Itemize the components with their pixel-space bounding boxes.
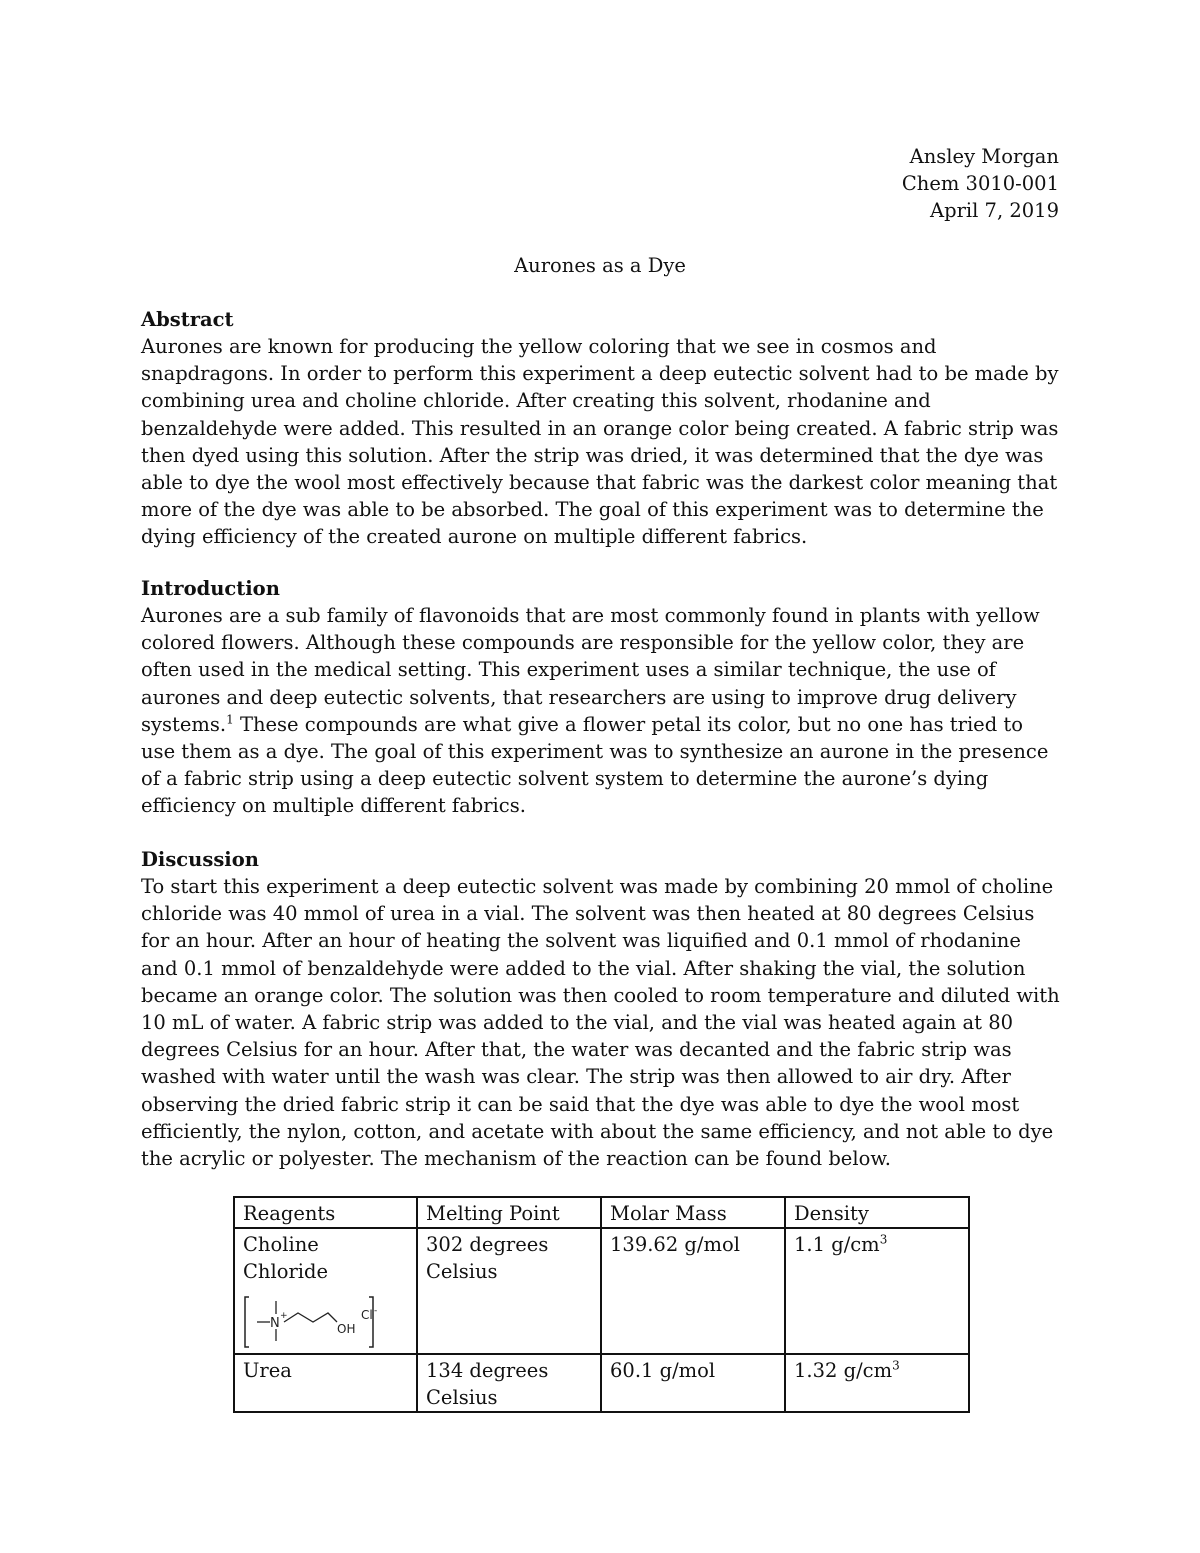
discussion-text: To start this experiment a deep eutectic solvent was made by combining 20 mmol of choline chloride was 40 mmol of urea in a vial. The solvent was then heated at 80 degrees Celsius for an hour. After an hour of heating the solvent was liquified and 0.1 mmol of rhodanine and 0.1 mmol of benzaldehyde were added to the vial. After shaking the vial, the solution became an orange color. The solution was then cooled to room temperature and diluted with 10 mL of water. A fabric strip was added to the vial, and the vial was heated again at 80 degrees Celsius for an hour. After that, the water was decanted and the fabric strip was washed with water until the wash was clear. The strip was then allowed to air dry. After observing the dried fabric strip it can be said that the dye was able to dye the wool most efficiently, the nylon, cotton, and acetate with about the same efficiency, and not able to dye the acrylic or polyester. The mechanism of the reaction can be found below. <box>141 875 1060 1171</box>
table-header-row <box>234 1197 969 1228</box>
header-melting-point: Melting Point <box>417 1197 601 1228</box>
abstract-heading: Abstract <box>141 308 234 331</box>
reagents-table <box>233 1196 970 1413</box>
melting-point-cell: 302 degrees Celsius <box>417 1228 601 1354</box>
header-reagents: Reagents <box>234 1197 417 1228</box>
header-molar-mass: Molar Mass <box>601 1197 785 1228</box>
introduction-heading: Introduction <box>141 577 280 600</box>
reagent-cell <box>234 1228 417 1354</box>
reference-marker: 1 <box>226 712 234 727</box>
discussion-section <box>141 846 1061 1172</box>
course-code: Chem 3010-001 <box>901 172 1059 195</box>
svg-text:Cl: Cl <box>361 1308 373 1322</box>
document-title: Aurones as a Dye <box>514 254 686 277</box>
introduction-text: Aurones are a sub family of flavonoids that are most commonly found in plants with yellow colored flowers. Although these compounds are responsible for the yellow color, they are often used in the medical setting. This experiment uses a similar technique, the use of aurones and deep eutectic solvents, that researchers are using to improve drug delivery systems.$^1$ These compounds are what give a flower petal its color, but no one has tried to use them as a dye. The goal of this experiment was to synthesize an aurone in the presence of a fabric strip using a deep eutectic solvent system to determine the aurone’s dying efficiency on multiple different fabrics. <box>141 604 1049 818</box>
svg-text:N: N <box>270 1316 280 1331</box>
molar-mass-cell: 60.1 g/mol <box>601 1354 785 1412</box>
abstract-text: Aurones are known for producing the yellow coloring that we see in cosmos and snapdragons. In order to perform this experiment a deep eutectic solvent had to be made by combining urea and choline chloride. After creating this solvent, rhodanine and benzaldehyde were added. This resulted in an orange color being created. A fabric strip was then dyed using this solution. After the strip was dried, it was determined that the dye was able to dye the wool most effectively because that fabric was the darkest color meaning that more of the dye was able to be absorbed. The goal of this experiment was to determine the dying efficiency of the created aurone on multiple different fabrics. <box>141 335 1059 549</box>
abstract-section <box>141 306 1061 551</box>
svg-text:+: + <box>280 1311 288 1321</box>
table-row <box>234 1354 969 1412</box>
discussion-heading: Discussion <box>141 848 259 871</box>
reagent-name: Choline Chloride <box>243 1233 329 1283</box>
svg-text:-: - <box>374 1306 378 1316</box>
introduction-section <box>141 575 1061 820</box>
author-name: Ansley Morgan <box>909 145 1059 168</box>
header-block <box>902 143 1059 224</box>
melting-point-cell: 134 degrees Celsius <box>417 1354 601 1412</box>
date: April 7, 2019 <box>930 199 1059 222</box>
table-row <box>234 1228 969 1354</box>
choline-chloride-structure <box>243 1291 383 1353</box>
density-cell: 1.32 $g/cm^3$ <box>785 1354 969 1412</box>
header-density: Density <box>785 1197 969 1228</box>
reagent-cell: Urea <box>234 1354 417 1412</box>
molar-mass-cell: 139.62 g/mol <box>601 1228 785 1354</box>
density-cell: 1.1 $g/cm^3$ <box>785 1228 969 1354</box>
svg-text:OH: OH <box>337 1322 356 1336</box>
